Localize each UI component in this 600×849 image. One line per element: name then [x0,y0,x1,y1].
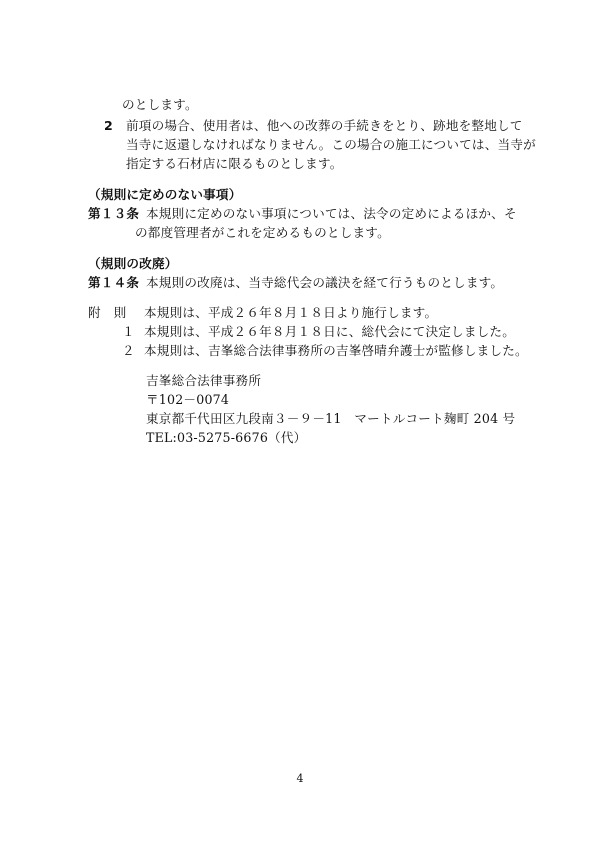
office-address: 東京都千代田区九段南３－９－11 マートルコート麹町 204 号 [146,411,516,426]
supplementary-item-2 [122,342,528,360]
supplementary-item-1-number: １ [122,324,135,339]
office-tel: TEL:03-5275-6676（代） [146,430,307,445]
continuation-line: のとします。 [122,97,198,112]
supplementary-item-1-text: 本規則は、平成２６年８月１８日に、総代会にて決定しました。 [144,324,516,339]
supplementary-main-text: 本規則は、平成２６年８月１８日より施行します。 [144,305,438,320]
page-number: 4 [296,772,304,785]
article-14-line [88,274,503,292]
item-2-line-1 [104,117,523,135]
supplementary-label: 附 則 [88,305,127,320]
article-14-number: 第１４条 [88,275,140,290]
article-13-number: 第１３条 [88,206,140,221]
office-postal: 〒102－0074 [146,392,230,407]
article-13-line-2: の都度管理者がこれを定めるものとします。 [135,225,390,240]
supplementary-item-2-text: 本規則は、吉峯総合法律事務所の吉峯啓晴弁護士が監修しました。 [144,343,528,358]
supplementary-item-2-number: ２ [122,343,135,358]
office-name: 吉峯総合法律事務所 [146,373,262,388]
supplementary-item-1 [122,323,515,341]
supplementary-main [88,304,437,322]
item-2-text-1: 前項の場合、使用者は、他への改葬の手続きをとり、跡地を整地して [126,118,523,133]
item-2-line-2: 当寺に返還しなければなりません。この場合の施工については、当寺が [126,137,536,152]
article-14-heading: （規則の改廃） [88,256,178,271]
item-2-number: 2 [104,118,113,133]
article-13-text-1: 本規則に定めのない事項については、法令の定めによるほか、そ [146,206,517,221]
article-14-text: 本規則の改廃は、当寺総代会の議決を経て行うものとします。 [146,275,504,290]
item-2-line-3: 指定する石材店に限るものとします。 [126,156,343,171]
article-13-heading: （規則に定めのない事項） [88,187,242,202]
article-13-line-1 [88,205,517,223]
